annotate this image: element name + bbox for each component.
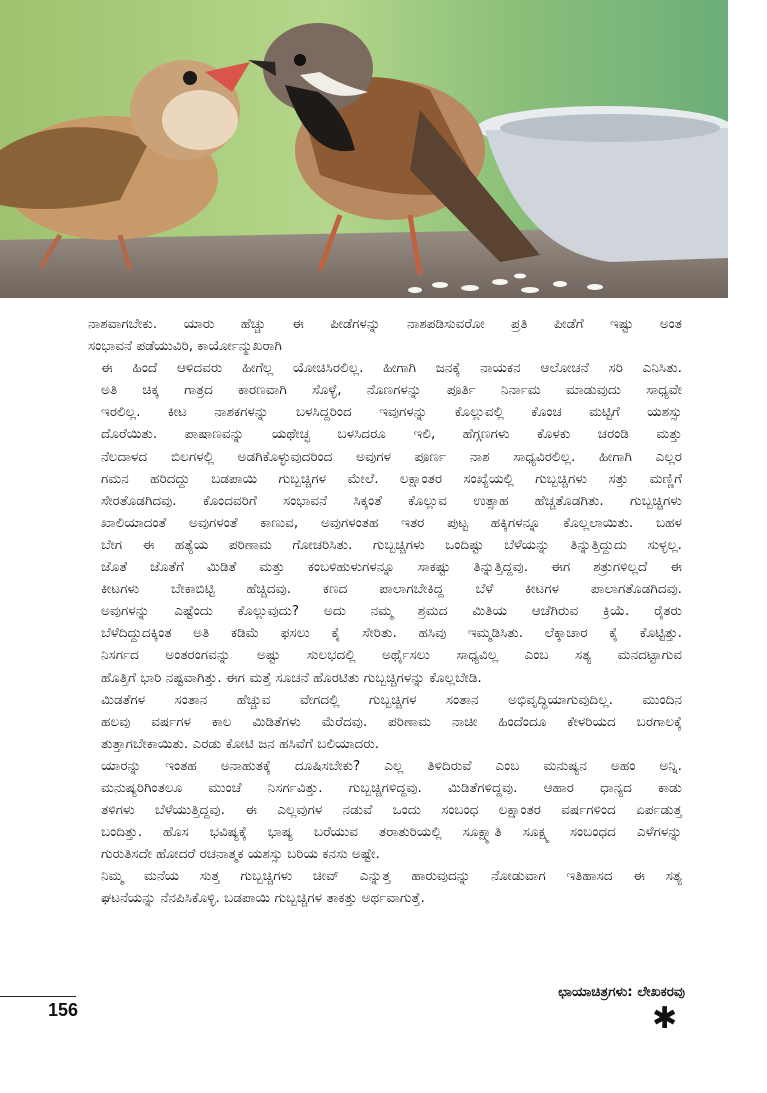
article-paragraph: [88, 689, 682, 755]
text-line: ಗಮನ ಹರಿದದ್ದು ಬಡಪಾಯಿ ಗುಬ್ಬಚ್ಚಿಗಳ ಮೇಲೆ. ಲಕ್ಷಾಂತರ ಸಂಖ್ಯೆಯಲ್ಲಿ ಗುಬ್ಬಚ್ಚಿಗಳು ಸತ್ತು ಮಣ್ಣಿಗೆ: [101, 470, 682, 487]
text-line: ದೊರೆಯಿತು. ಪಾಷಾಣವನ್ನು ಯಥೇಚ್ಛ ಬಳಸಿದರೂ ಇಲಿ, ಹೆಗ್ಗಣಗಳು ಕೊಳಕು ಚರಂಡಿ ಮತ್ತು: [101, 426, 682, 443]
text-line: ಸೇರತೊಡಗಿದವು. ಕೊಂದವರಿಗೆ ಸಂಭಾವನೆ ಸಿಕ್ಕಂತೆ ಕೊಲ್ಲುವ ಉತ್ಸಾಹ ಹೆಚ್ಚತೊಡಗಿತು. ಗುಬ್ಬಚ್ಚಿಗಳು: [101, 492, 682, 509]
text-line: ನಾಶವಾಗಬೇಕು. ಯಾರು ಹೆಚ್ಚು ಈ ಪೀಡೆಗಳನ್ನು ನಾಶಪಡಿಸುವರೋ ಪ್ರತಿ ಪೀಡೆಗೆ ಇಷ್ಟು ಅಂತ: [88, 316, 682, 332]
text-line: ಬಂದಿತ್ತು. ಹೊಸ ಭವಿಷ್ಯಕ್ಕೆ ಭಾಷ್ಯ ಬರೆಯುವ ತರಾತುರಿಯಲ್ಲಿ ಸೂಕ್ಷ್ಮಾತಿ ಸೂಕ್ಷ್ಮ ಸಂಬಂಧದ ಎಳೆಗಳನ್ನು: [101, 824, 682, 841]
text-line: ಹಲವು ವರ್ಷಗಳ ಕಾಲ ಮಿಡಿತೆಗಳು ಮೆರೆದವು. ಪರಿಣಾಮ ನಾಚೀ ಹಿಂದೆಂದೂ ಕೇಳರಿಯದ ಬರಗಾಲಕ್ಕೆ: [101, 713, 682, 730]
text-line: ಕೀಟಗಳು ಬೇಕಾಬಿಟ್ಟಿ ಹೆಚ್ಚಿದವು. ಕಣದ ಪಾಲಾಗಬೇಕಿದ್ದ ಬೆಳೆ ಕೀಟಗಳ ಪಾಲಾಗತೊಡಗಿದವು.: [101, 581, 682, 598]
text-line: ತಳಿಗಳು ಬೆಳೆಯುತ್ತಿದ್ದವು. ಈ ಎಲ್ಲವುಗಳ ನಡುವೆ ಒಂದು ಸಂಬಂಧ ಲಕ್ಷಾಂತರ ವರ್ಷಗಳಿಂದ ಏರ್ಪಡುತ್ತ: [101, 802, 682, 819]
article-paragraph: [88, 357, 682, 688]
text-line: ಸಂಭಾವನೆ ಪಡೆಯುವಿರಿ, ಕಾರ್ಯೋನ್ಮುಖರಾಗಿ: [88, 338, 282, 355]
footer-rule: [0, 996, 76, 997]
text-line: ನೆಲದಾಳದ ಬಿಲಗಳಲ್ಲಿ ಅಡಗಿಕೊಳ್ಳುವುದರಿಂದ ಅವುಗಳ ಪೂರ್ಣ ನಾಶ ಸಾಧ್ಯವಿರಲಿಲ್ಲ. ಹೀಗಾಗಿ ಎಲ್ಲರ: [101, 448, 682, 465]
page-number: 156: [48, 1000, 79, 1020]
article-paragraph: [88, 313, 682, 357]
text-line: ಈ ಹಿಂದೆ ಆಳಿದವರು ಹೀಗೆಲ್ಲ ಯೋಚಿಸಿರಲಿಲ್ಲ. ಹೀಗಾಗಿ ಜನಕ್ಕೆ ನಾಯಕನ ಆಲೋಚನೆ ಸರಿ ಎನಿಸಿತು.: [101, 360, 682, 377]
text-line: ತುತ್ತಾಗಬೇಕಾಯಿತು. ಎರಡು ಕೋಟಿ ಜನ ಹಸಿವೆಗೆ ಬಲಿಯಾದರು.: [101, 735, 380, 752]
text-line: ಇರಲಿಲ್ಲ. ಕೀಟ ನಾಶಕಗಳನ್ನು ಬಳಸಿದ್ದರಿಂದ ಇವುಗಳನ್ನು ಕೊಲ್ಲುವಲ್ಲಿ ಕೊಂಚ ಮಟ್ಟಿಗೆ ಯಶಸ್ಸು: [101, 404, 682, 421]
text-line: ಬೇಗ ಈ ಹತ್ಯೆಯ ಪರಿಣಾಮ ಗೋಚರಿಸಿತು. ಗುಬ್ಬಚ್ಚಿಗಳು ಒಂದಿಷ್ಟು ಬೆಳೆಯನ್ನು ತಿನ್ನುತ್ತಿದ್ದುದು ಸುಳ್ಳಲ್ಲ.: [101, 536, 682, 553]
text-line: ಗುರುತಿಸದೇ ಹೋದರೆ ರಚನಾತ್ಮಕ ಯಶಸ್ಸು ಬರಿಯ ಕನಸು ಅಷ್ಟೇ.: [101, 846, 380, 863]
text-line: ಬೆಳೆದಿದ್ದುದಕ್ಕಿಂತ ಅತಿ ಕಡಿಮೆ ಫಸಲು ಕೈ ಸೇರಿತು. ಹಸಿವು ಇಮ್ಮಡಿಸಿತು. ಲೆಕ್ಕಾಚಾರ ಕೈ ಕೊಟ್ಟಿತ್ತು.: [101, 625, 682, 642]
text-line: ಘಟನೆಯನ್ನು ನೆನಪಿಸಿಕೊಳ್ಳಿ. ಬಡಪಾಯಿ ಗುಬ್ಬಚ್ಚಿಗಳ ತಾಕತ್ತು ಅರ್ಥವಾಗುತ್ತೆ.: [101, 890, 425, 907]
text-line: ಜೊತೆ ಜೊತೆಗೆ ಮಿಡಿತೆ ಮತ್ತು ಕಂಬಳಿಹುಳುಗಳನ್ನೂ ಸಾಕಷ್ಟು ತಿನ್ನುತ್ತಿದ್ದವು. ಈಗ ಶತ್ರುಗಳಿಲ್ಲದೆ ಈ: [101, 559, 682, 576]
text-line: ಮನುಷ್ಯರಿಗಿಂತಲೂ ಮುಂಚೆ ನಿಸರ್ಗವಿತ್ತು. ಗುಬ್ಬಚ್ಚಿಗಳಿದ್ದವು. ಮಿಡಿತೆಗಳಿದ್ದವು. ಆಹಾರ ಧಾನ್ಯದ ಕಾಡು: [101, 779, 682, 796]
article-paragraph: [88, 755, 682, 865]
text-line: ನಿಸರ್ಗದ ಅಂತರಂಗವನ್ನು ಅಷ್ಟು ಸುಲಭದಲ್ಲಿ ಅರ್ಥೈಸಲು ಸಾಧ್ಯವಿಲ್ಲ ಎಂಬ ಸತ್ಯ ಮನದಟ್ಟಾಗುವ: [101, 647, 682, 664]
text-line: ಅತಿ ಚಿಕ್ಕ ಗಾತ್ರದ ಕಾರಣವಾಗಿ ಸೊಳ್ಳೆ, ನೊಣಗಳನ್ನು ಪೂರ್ತಿ ನಿರ್ನಾಮ ಮಾಡುವುದು ಸಾಧ್ಯವೇ: [101, 382, 682, 399]
end-mark-icon: ✱: [652, 1001, 678, 1036]
sparrows-illustration: [0, 0, 728, 298]
text-line: ನಿಮ್ಮ ಮನೆಯ ಸುತ್ತ ಗುಬ್ಬಚ್ಚಿಗಳು ಚೀವ್ ಎನ್ನುತ್ತ ಹಾರುವುದನ್ನು ನೋಡುವಾಗ ಇತಿಹಾಸದ ಈ ಸತ್ಯ: [101, 868, 682, 885]
sparrows-photo: [0, 0, 728, 298]
text-line: ಯಾರನ್ನು ಇಂತಹ ಅನಾಹುತಕ್ಕೆ ದೂಷಿಸಬೇಕು? ಎಲ್ಲ ತಿಳಿದಿರುವೆ ಎಂಬ ಮನುಷ್ಯನ ಅಹಂ ಅನ್ನಿ.: [101, 757, 682, 774]
article-paragraph: [88, 865, 682, 909]
text-line: ಅವುಗಳನ್ನು ಎಷ್ಟೆಂದು ಕೊಲ್ಲುವುದು? ಅದು ನಮ್ಮ ಶ್ರಮದ ಮಿತಿಯ ಆಚೆಗಿರುವ ಕ್ರಿಯೆ. ರೈತರು: [101, 603, 682, 620]
article-body: [88, 313, 682, 910]
photo-credit: ಛಾಯಾಚಿತ್ರಗಳು: ಲೇಖಕರವು: [558, 984, 685, 1000]
text-line: ಮಿಡತೆಗಳ ಸಂತಾನ ಹೆಚ್ಚುವ ವೇಗದಲ್ಲಿ ಗುಬ್ಬಚ್ಚಿಗಳ ಸಂತಾನ ಅಭಿವೃದ್ಧಿಯಾಗುವುದಿಲ್ಲ. ಮುಂದಿನ: [101, 691, 682, 708]
text-line: ಹೊತ್ತಿಗೆ ಭಾರಿ ನಷ್ಟವಾಗಿತ್ತು. ಈಗ ಮತ್ತೆ ಸೂಚನೆ ಹೊರಟಿತು ಗುಬ್ಬಚ್ಚಿಗಳನ್ನು ಕೊಲ್ಲಬೇಡಿ.: [101, 669, 482, 686]
text-line: ಖಾಲಿಯಾದಂತೆ ಅವುಗಳಂತೆ ಕಾಣುವ, ಅವುಗಳಂತಹ ಇತರ ಪುಟ್ಟ ಹಕ್ಕಿಗಳನ್ನೂ ಕೊಲ್ಲಲಾಯಿತು. ಬಹಳ: [101, 514, 682, 531]
